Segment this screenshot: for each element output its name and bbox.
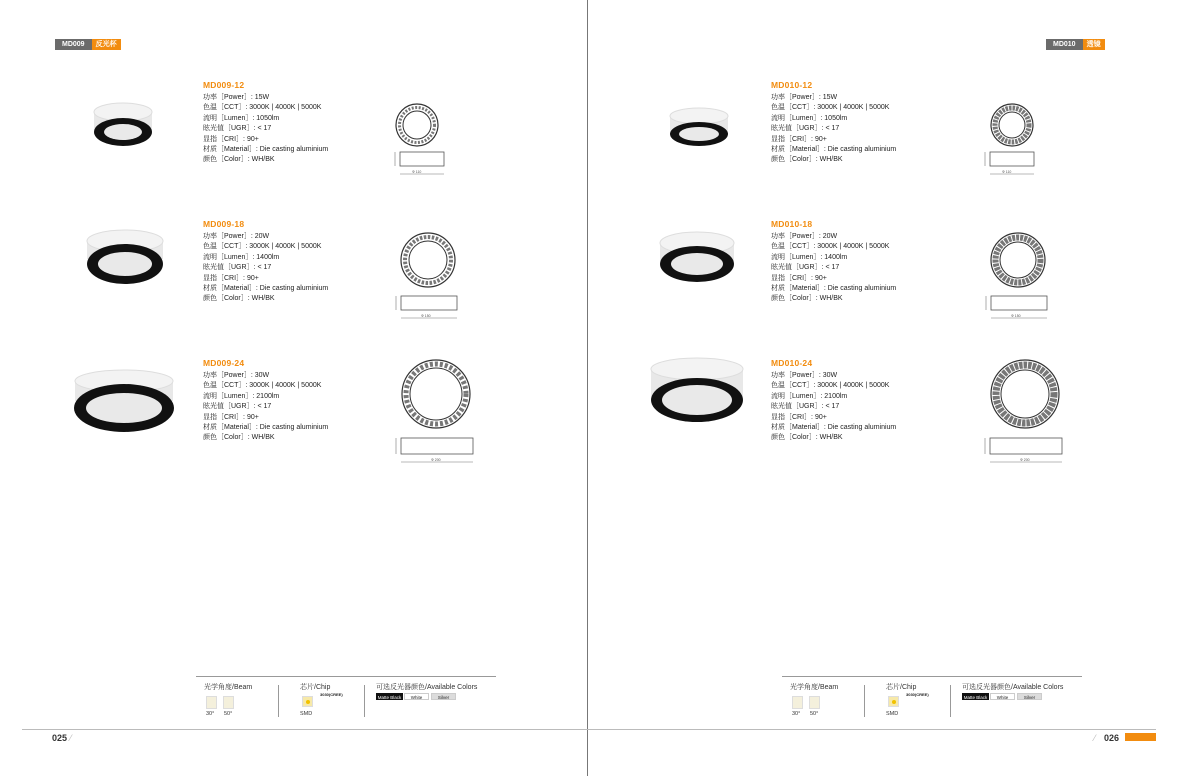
spec-lumen: 流明［Lumen］: 2100lm [203, 392, 280, 400]
spec-cri: 显指［CRI］: 90+ [771, 274, 827, 282]
beam-angle-label: 50° [810, 711, 819, 717]
spec-material: 材质［Material］: Die casting aluminium [771, 146, 897, 154]
product-block [588, 80, 1128, 180]
beam-angle-icon [809, 696, 820, 709]
accent-bar [1125, 733, 1156, 741]
ring-top-view-drawing-icon [399, 231, 457, 294]
spec-lumen: 流明［Lumen］: 2100lm [771, 392, 848, 400]
spec-ugr: 眩光值［UGR］: < 17 [203, 403, 272, 411]
bottom-info-bar [782, 676, 1082, 727]
spec-power: 功率［Power］: 15W [203, 94, 270, 101]
dimension-label: Φ 110 [412, 170, 422, 174]
divider [950, 685, 951, 717]
product-title: MD010-18 [771, 219, 813, 229]
spec-cri: 显指［CRI］: 90+ [203, 135, 259, 143]
bottom-info-bar [196, 676, 496, 727]
spec-material: 材质［Material］: Die casting aluminium [203, 424, 329, 432]
dimension-label: Φ 110 [1002, 170, 1012, 174]
chip-header: 芯片/Chip [300, 684, 331, 691]
spec-ugr: 眩光值［UGR］: < 17 [203, 264, 272, 272]
spec-list [203, 371, 328, 444]
spec-power: 功率［Power］: 20W [771, 233, 838, 240]
beam-angle-label: 30° [792, 711, 801, 717]
spec-color: 颜色［Color］: WH/BK [203, 156, 275, 164]
ring-top-view-drawing-icon [989, 358, 1061, 435]
product-title: MD010-24 [771, 358, 813, 368]
spec-color: 颜色［Color］: WH/BK [203, 434, 275, 442]
beam-angle-icon [206, 696, 217, 709]
downlight-photo-icon [648, 356, 746, 433]
spec-cct: 色温［CCT］: 3000K | 4000K | 5000K [771, 243, 890, 251]
colors-header: 可选反光器颜色/Available Colors [962, 684, 1064, 691]
slash-mark: ⁄ [70, 733, 72, 743]
downlight-photo-icon [72, 368, 176, 441]
series-category: 反光杯 [92, 39, 121, 50]
spec-lumen: 流明［Lumen］: 1400lm [771, 253, 848, 261]
divider [364, 685, 365, 717]
dimension-label: Φ 150 [1011, 314, 1021, 318]
spec-cct: 色温［CCT］: 3000K | 4000K | 5000K [203, 243, 322, 251]
color-chip-silver: Silver [431, 693, 456, 700]
colors-header: 可选反光器颜色/Available Colors [376, 684, 478, 691]
side-view-drawing-icon [391, 294, 459, 329]
led-chip-icon [888, 696, 899, 707]
spec-list [203, 232, 328, 305]
page-number: 025 [52, 733, 68, 743]
page-number: 026 [1104, 733, 1120, 743]
spec-cct: 色温［CCT］: 3000K | 4000K | 5000K [771, 104, 890, 112]
spec-material: 材质［Material］: Die casting aluminium [771, 285, 897, 293]
beam-header: 光学角度/Beam [204, 684, 253, 691]
spec-list [771, 93, 896, 166]
spec-list [771, 232, 896, 305]
product-block [588, 358, 1128, 462]
spec-ugr: 眩光值［UGR］: < 17 [771, 125, 840, 133]
ring-top-view-drawing-icon [989, 231, 1047, 294]
spec-power: 功率［Power］: 30W [203, 372, 270, 379]
spec-list [771, 371, 896, 444]
side-view-drawing-icon [980, 150, 1036, 185]
spec-material: 材质［Material］: Die casting aluminium [771, 424, 897, 432]
footer-line [22, 729, 588, 730]
ring-top-view-drawing-icon [400, 358, 472, 435]
spec-power: 功率［Power］: 15W [771, 94, 838, 101]
series-tag [55, 39, 121, 50]
series-category: 透镜 [1083, 39, 1105, 50]
beam-angle-icon [792, 696, 803, 709]
downlight-photo-icon [92, 102, 154, 153]
ring-top-view-drawing-icon [989, 102, 1035, 153]
spec-ugr: 眩光值［UGR］: < 17 [771, 264, 840, 272]
footer-line [588, 729, 1156, 730]
spec-cri: 显指［CRI］: 90+ [771, 413, 827, 421]
spec-cct: 色温［CCT］: 3000K | 4000K | 5000K [771, 382, 890, 390]
product-block [588, 219, 1128, 319]
beam-angle-icon [223, 696, 234, 709]
color-chip-white: White [404, 693, 429, 700]
product-title: MD010-12 [771, 80, 813, 90]
series-code: MD010 [1046, 39, 1083, 50]
spec-material: 材质［Material］: Die casting aluminium [203, 285, 329, 293]
left-page [0, 0, 588, 776]
dimension-label: Φ 150 [421, 314, 431, 318]
ring-top-view-drawing-icon [394, 102, 440, 153]
series-tag [1046, 39, 1105, 50]
downlight-photo-icon [668, 106, 730, 157]
spec-list [203, 93, 328, 166]
spec-cct: 色温［CCT］: 3000K | 4000K | 5000K [203, 382, 322, 390]
product-title: MD009-18 [203, 219, 245, 229]
chip-code: 3030(CREE) [320, 692, 343, 697]
product-block [0, 358, 540, 462]
beam-angle-label: 30° [206, 711, 215, 717]
chip-label: SMD [300, 711, 313, 717]
spec-ugr: 眩光值［UGR］: < 17 [203, 125, 272, 133]
divider [278, 685, 279, 717]
product-block [0, 219, 540, 319]
spec-color: 颜色［Color］: WH/BK [771, 295, 843, 303]
side-view-drawing-icon [391, 436, 475, 471]
color-chip-matte-black: Matte Black [963, 695, 988, 700]
beam-header: 光学角度/Beam [790, 684, 839, 691]
right-page [588, 0, 1178, 776]
spec-power: 功率［Power］: 30W [771, 372, 838, 379]
spec-lumen: 流明［Lumen］: 1050lm [203, 114, 280, 122]
product-title: MD009-24 [203, 358, 245, 368]
spec-color: 颜色［Color］: WH/BK [771, 434, 843, 442]
spec-power: 功率［Power］: 20W [203, 233, 270, 240]
color-chip-silver: Silver [1017, 693, 1042, 700]
spec-cri: 显指［CRI］: 90+ [771, 135, 827, 143]
spec-lumen: 流明［Lumen］: 1050lm [771, 114, 848, 122]
side-view-drawing-icon [980, 436, 1064, 471]
color-chip-white: White [990, 693, 1015, 700]
led-chip-icon [302, 696, 313, 707]
chip-label: SMD [886, 711, 899, 717]
side-view-drawing-icon [981, 294, 1049, 329]
beam-angle-label: 50° [224, 711, 233, 717]
downlight-photo-icon [657, 230, 737, 297]
spec-cri: 显指［CRI］: 90+ [203, 413, 259, 421]
dimension-label: Φ 200 [1020, 458, 1030, 462]
spec-lumen: 流明［Lumen］: 1400lm [203, 253, 280, 261]
spec-color: 颜色［Color］: WH/BK [203, 295, 275, 303]
product-title: MD009-12 [203, 80, 245, 90]
chip-header: 芯片/Chip [886, 684, 917, 691]
downlight-photo-icon [84, 228, 166, 295]
spec-color: 颜色［Color］: WH/BK [771, 156, 843, 164]
side-view-drawing-icon [390, 150, 446, 185]
product-block [0, 80, 540, 180]
color-chip-matte-black: Matte Black [377, 695, 402, 700]
slash-mark: ⁄ [1094, 733, 1096, 743]
chip-code: 3030(CREE) [906, 692, 929, 697]
series-code: MD009 [55, 39, 92, 50]
spec-cri: 显指［CRI］: 90+ [203, 274, 259, 282]
spec-cct: 色温［CCT］: 3000K | 4000K | 5000K [203, 104, 322, 112]
divider [864, 685, 865, 717]
dimension-label: Φ 200 [431, 458, 441, 462]
spec-material: 材质［Material］: Die casting aluminium [203, 146, 329, 154]
spec-ugr: 眩光值［UGR］: < 17 [771, 403, 840, 411]
